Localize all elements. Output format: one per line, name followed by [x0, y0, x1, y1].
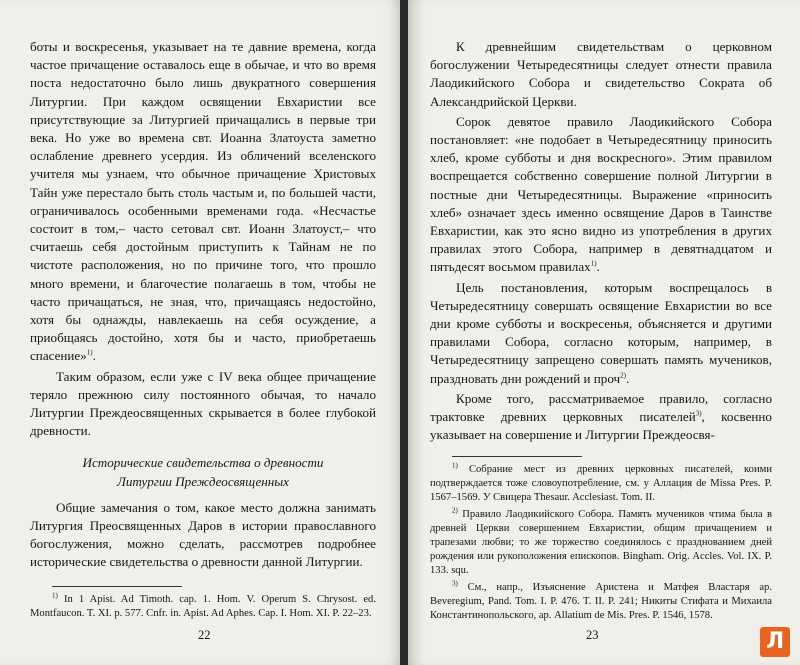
left-paragraph-2: Таким образом, если уже с IV века общее причащение теряло прежнюю силу постоянного обычая, то начало Литургии Преждеосвященных скрывается в более глубокой древности. — [30, 368, 376, 439]
footnote-ref: 3) — [695, 409, 702, 418]
right-paragraph-1: К древнейшим свидетельствам о церковном богослужении Четыредесятницы следует отнести правила Лаодикийского Собора и свидетельство Сократа об Александрийской Церкви. — [430, 39, 772, 109]
right-footnote-2: $^{2)}$ Правило Лаодикийского Собора. Память мучеников чтима была в древней Церкви совершением Евхаристии, общим причащением и трапезами любви; то же торжество соединялось с празднованием дней рождения или рукоположения епископов. Bingham. Orig. Accles. Vol. IX. P. 133. squ. — [430, 506, 772, 576]
right-page — [408, 0, 800, 665]
footnote-mark: 3) — [452, 579, 458, 588]
right-paragraph-3: Цель постановления, которым воспрещалось в Четыредесятницу совершать освящение Евхаристии во все дни кроме субботы и воскресенья, объясняется и другими правилами Собора, согласно которым, например, в Четыредесятницу запрещено совершать память мучеников, праздновать дни рождений и проч$^{2)}$. — [430, 279, 772, 386]
footnote-divider — [452, 456, 582, 457]
right-footnote-3: $^{3)}$ См., напр., Изъяснение Аристена и Матфея Властаря ар. Beveregium, Pand. Tom. I. P. 476. T. II. P. 241; Никиты Стифата и Михаила Константинопольского, ар. Allatium de Mis. Pres. P. 1546, 1578. — [430, 579, 772, 621]
left-paragraph-1: боты и воскресенья, указывает на те давние времена, когда частое причащение оставалось еще в обычае, и что во время поста недостаточно было лишь двукратного совершения Литургии. При каждом освящении Евхаристии все присутствующие за Литургией причащались в первые три века. Но уже во времена свт. Иоанна Златоуста заметно ослабление древнего усердия. Из обличений вселенского учителя мы узнаем, что обычное причащение Христовых Тайн уже перестало быть столь частым и, по большей части, ограничивалось особенными временами года. «Несчастье состоит в том,– часто сетовал свт. Иоанн Златоуст,– что считаешь себя достойным приступить к Тайнам не по чистоте расположения, но по причине того, что прошло много времени, и благочестие полагаешь в том, чтобы не часто причащаться, не зная, что, причащаясь недостойно, хотя бы однажды, навлекаешь на себя осуждение, а приобщаясь достойно, хотя бы и часто, приобретаешь спасение»$^{1)}$. — [30, 39, 376, 364]
page-number-left: 22 — [198, 628, 211, 642]
right-footnote-1: $^{1)}$ Собрание мест из древних церковных писателей, коими подтверждается тоже словоупотребление, см. у Аллация de Missa Pres. P. 1567–1569. У Свицера Thesaur. Acclesiast. Tom. II. — [430, 461, 772, 504]
footnote-mark: 2) — [452, 506, 458, 515]
page-number-right: 23 — [586, 628, 599, 642]
section-heading-line-1: Исторические свидетельства о древности — [82, 455, 324, 471]
left-paragraph-3: Общие замечания о том, какое место должна занимать Литургия Преосвященных Даров в истории православного богослужения, можно сделать, рассмотрев подробнее исторические свидетельства о древности данной Литургии. — [30, 499, 376, 570]
footnote-mark: 1) — [452, 461, 458, 470]
footnote-mark: 1) — [52, 591, 58, 600]
footnote-ref: 2) — [620, 371, 626, 380]
right-paragraph-4: Кроме того, рассматриваемое правило, согласно трактовке древних церковных писателей$^{3)}$, косвенно указывает на совершение и Литургии Преждеосвя- — [430, 390, 772, 443]
footnote-ref: 1) — [86, 349, 93, 358]
section-heading-line-2: Литургии Преждеосвященных — [117, 473, 289, 489]
footnote-ref: 1) — [590, 260, 597, 269]
publisher-logo-icon: Л — [760, 627, 790, 657]
left-footnote-1: $^{1)}$ In 1 Apist. Ad Timoth. cap. 1. Hom. V. Operum S. Chrysost. ed. Montfaucon. T. XI. p. 577. Cnfr. in. Apist. Ad Aphes. Cap. I. Hom. XI. P. 22–23. — [30, 591, 377, 619]
footnote-divider — [52, 586, 182, 587]
section-heading — [30, 454, 376, 490]
right-paragraph-2: Сорок девятое правило Лаодикийского Собора постановляет: «не подобает в Четыредесятницу приносить хлеб, кроме субботы и дня воскресного». Этим правилом воспрещается собственно совершение полной Литургии в постные дни Четыредесятницы. Выражение «приносить хлеб» означает здесь именно освящение Даров в Таинстве Евхаристии, как это ясно видно из употребления в других правилах этого Собора, например в девятнадцатом и пятьдесят восьмом правилах$^{1)}$. — [430, 113, 772, 275]
